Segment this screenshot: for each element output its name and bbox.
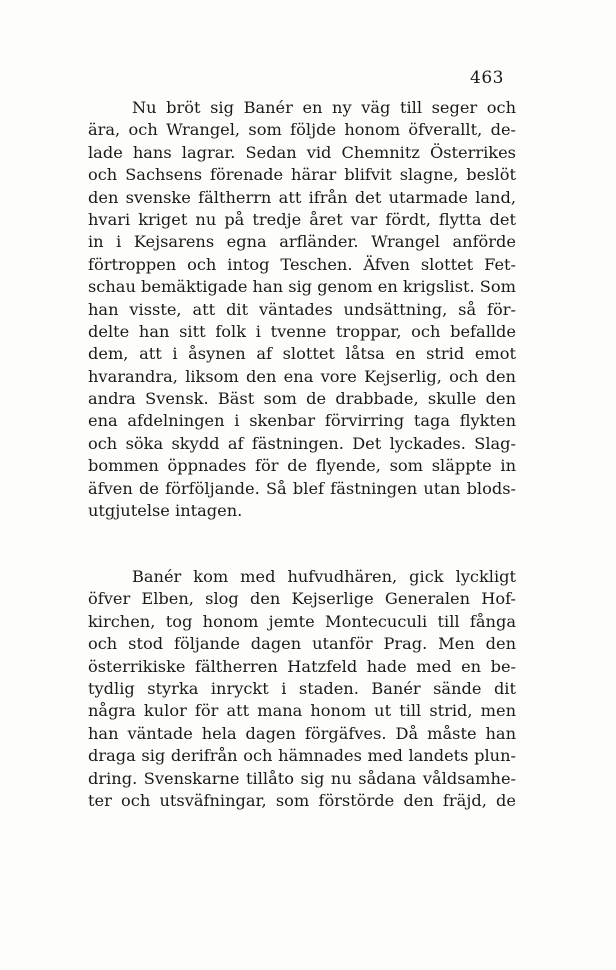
text-line: ter och utsväfningar, som förstörde den fräjd, de bbox=[88, 790, 516, 810]
text-line: andra Svensk. Bäst som de drabbade, skulle den bbox=[88, 389, 516, 409]
text-line: den svenske fältherrn att ifrån det utarmade land, bbox=[88, 187, 516, 207]
text-line: in i Kejsarens egna arfländer. Wrangel anförde bbox=[88, 232, 516, 252]
text-line: ära, och Wrangel, som följde honom öfverallt, de- bbox=[88, 120, 516, 140]
text-line: österrikiske fältherren Hatzfeld hade med en be- bbox=[88, 656, 516, 676]
text-line: Nu bröt sig Banér en ny väg till seger och bbox=[132, 98, 516, 117]
text-line: hvari kriget nu på tredje året var fördt, flytta det bbox=[88, 209, 516, 229]
text-line: delte han sitt folk i tvenne troppar, och befallde bbox=[88, 321, 516, 341]
text-line: öfver Elben, slog den Kejserlige Generalen Hof- bbox=[88, 589, 516, 609]
text-line: bommen öppnades för de flyende, som släppte in bbox=[88, 456, 516, 476]
text-line: schau bemäktigade han sig genom en krigslist. Som bbox=[88, 277, 516, 297]
text-line: och söka skydd af fästningen. Det lyckades. Slag- bbox=[88, 433, 516, 453]
text-line: draga sig derifrån och hämnades med landets plun- bbox=[88, 746, 516, 766]
text-line: hvarandra, liksom den ena vore Kejserlig, och den bbox=[88, 366, 516, 386]
text-line: utgjutelse intagen. bbox=[88, 501, 243, 521]
text-line: några kulor för att mana honom ut till strid, men bbox=[88, 701, 516, 721]
text-line: ena afdelningen i skenbar förvirring taga flykten bbox=[88, 411, 516, 431]
text-line: Banér kom med hufvudhären, gick lyckligt bbox=[132, 567, 516, 586]
text-line: dem, att i åsynen af slottet låtsa en strid emot bbox=[88, 344, 516, 364]
paragraph-2 bbox=[88, 566, 516, 812]
text-line: han visste, att dit väntades undsättning, så för- bbox=[88, 299, 516, 319]
text-line: dring. Svenskarne tillåto sig nu sådana våldsamhe- bbox=[88, 768, 516, 788]
text-line: äfven de förföljande. Så blef fästningen utan blods- bbox=[88, 478, 516, 498]
text-line: han väntade hela dagen förgäfves. Då måste han bbox=[88, 723, 516, 743]
paragraph-1 bbox=[88, 97, 516, 522]
page-number: 463 bbox=[470, 68, 504, 88]
text-line: och stod följande dagen utanför Prag. Men den bbox=[88, 634, 516, 654]
text-line: tydlig styrka inryckt i staden. Banér sände dit bbox=[88, 678, 516, 698]
text-line: kirchen, tog honom jemte Montecuculi till fånga bbox=[88, 611, 516, 631]
text-line: lade hans lagrar. Sedan vid Chemnitz Österrikes bbox=[88, 142, 516, 162]
text-line: förtroppen och intog Teschen. Äfven slottet Fet- bbox=[88, 254, 516, 274]
text-line: och Sachsens förenade härar blifvit slagne, beslöt bbox=[88, 165, 516, 185]
